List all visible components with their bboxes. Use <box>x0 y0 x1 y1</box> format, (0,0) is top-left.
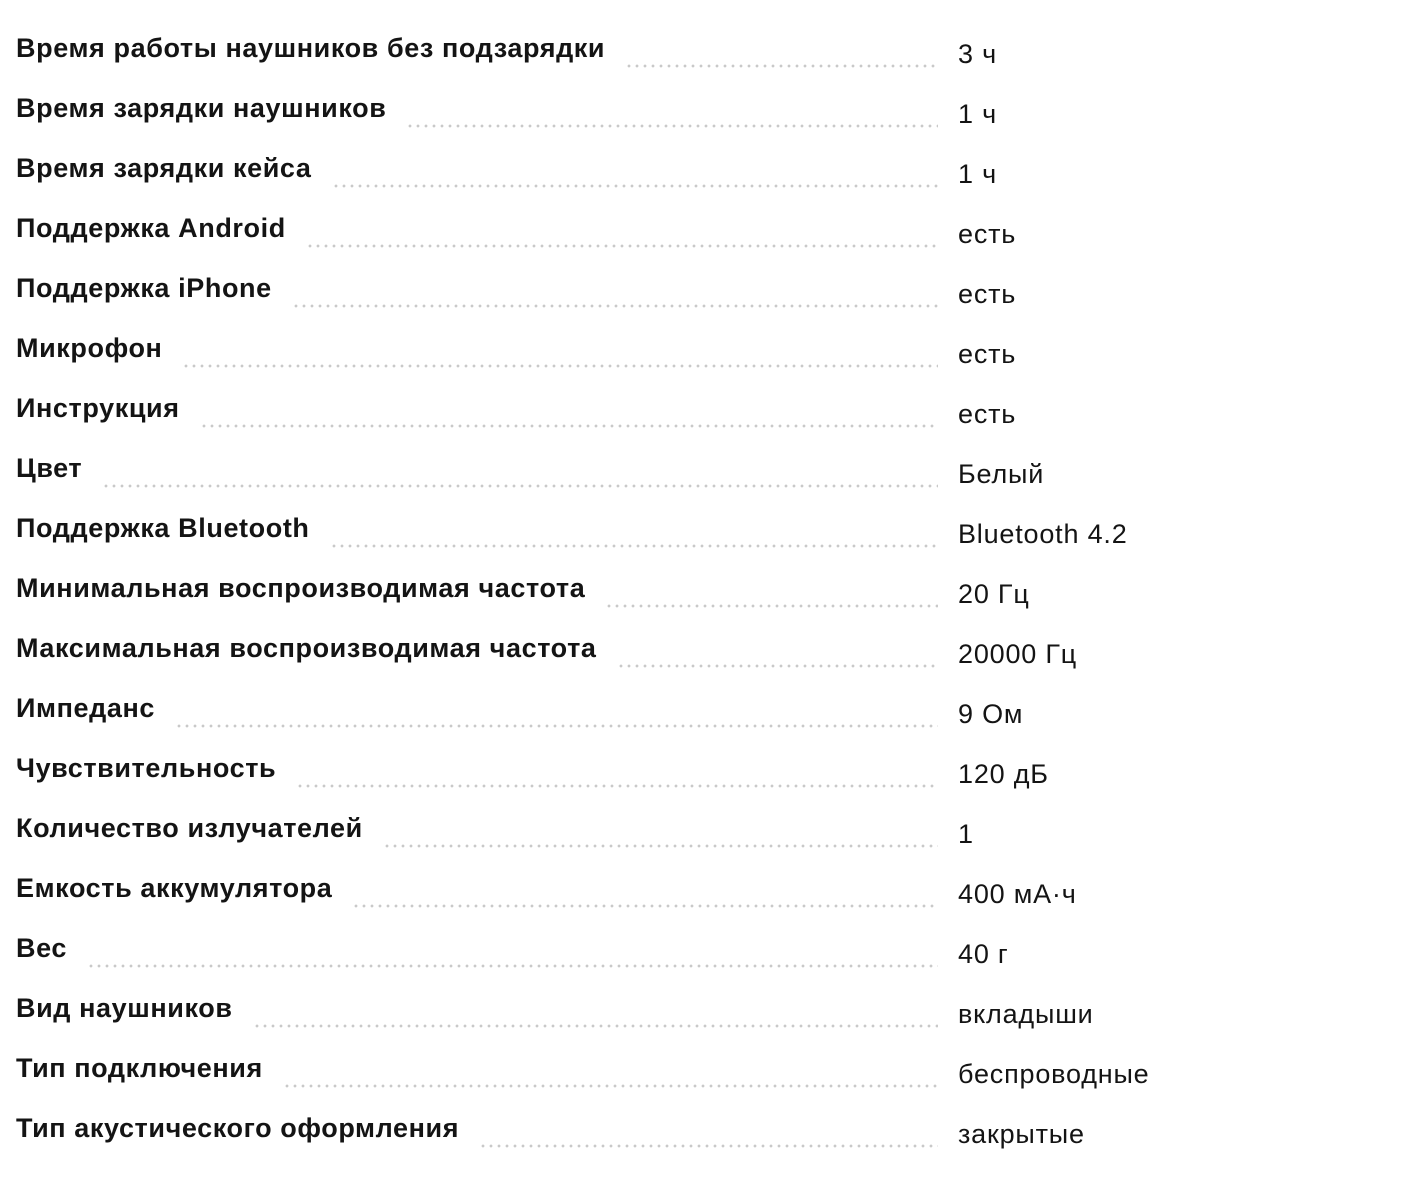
dotted-leader <box>330 506 938 550</box>
dotted-leader <box>253 986 938 1030</box>
spec-label: Время зарядки наушников <box>16 93 387 123</box>
spec-label: Импеданс <box>16 693 155 723</box>
spec-row <box>16 386 1396 446</box>
spec-value: 1 ч <box>958 99 997 129</box>
dotted-leader <box>479 1106 938 1150</box>
spec-label: Максимальная воспроизводимая частота <box>16 633 597 663</box>
dotted-leader <box>306 206 938 250</box>
dotted-leader <box>383 806 938 850</box>
spec-label: Инструкция <box>16 393 180 423</box>
spec-value: 20 Гц <box>958 579 1030 609</box>
spec-label: Чувствительность <box>16 753 277 783</box>
spec-row <box>16 566 1396 626</box>
spec-value: вкладыши <box>958 999 1094 1029</box>
spec-row <box>16 806 1396 866</box>
spec-label: Минимальная воспроизводимая частота <box>16 573 586 603</box>
dotted-leader <box>352 866 938 910</box>
spec-value: 1 ч <box>958 159 997 189</box>
spec-label: Цвет <box>16 453 83 483</box>
spec-row <box>16 266 1396 326</box>
spec-row <box>16 746 1396 806</box>
spec-label: Количество излучателей <box>16 813 363 843</box>
spec-row <box>16 326 1396 386</box>
dotted-leader <box>87 926 938 970</box>
spec-row <box>16 986 1396 1046</box>
spec-row <box>16 1106 1396 1166</box>
spec-label: Вид наушников <box>16 993 233 1023</box>
specifications-list <box>16 26 1396 1166</box>
spec-value: есть <box>958 279 1017 309</box>
spec-row <box>16 926 1396 986</box>
spec-value: 40 г <box>958 939 1009 969</box>
dotted-leader <box>102 446 938 490</box>
spec-value: беспроводные <box>958 1059 1150 1089</box>
spec-value: 9 Ом <box>958 699 1024 729</box>
spec-label: Поддержка Bluetooth <box>16 513 310 543</box>
dotted-leader <box>605 566 938 610</box>
spec-row <box>16 206 1396 266</box>
dotted-leader <box>332 146 939 190</box>
spec-label: Поддержка iPhone <box>16 273 272 303</box>
spec-row <box>16 506 1396 566</box>
spec-label: Емкость аккумулятора <box>16 873 333 903</box>
spec-value: 20000 Гц <box>958 639 1078 669</box>
spec-row <box>16 1046 1396 1106</box>
dotted-leader <box>296 746 938 790</box>
spec-row <box>16 626 1396 686</box>
spec-label: Тип подключения <box>16 1053 263 1083</box>
spec-value: Bluetooth 4.2 <box>958 519 1128 549</box>
spec-value: есть <box>958 219 1017 249</box>
dotted-leader <box>283 1046 938 1090</box>
spec-label: Микрофон <box>16 333 163 363</box>
spec-row <box>16 26 1396 86</box>
spec-row <box>16 686 1396 746</box>
spec-value: 3 ч <box>958 39 997 69</box>
spec-row <box>16 146 1396 206</box>
dotted-leader <box>617 626 938 670</box>
spec-label: Тип акустического оформления <box>16 1113 460 1143</box>
spec-label: Вес <box>16 933 67 963</box>
dotted-leader <box>625 26 938 70</box>
spec-value: 120 дБ <box>958 759 1049 789</box>
spec-value: есть <box>958 399 1017 429</box>
dotted-leader <box>175 686 938 730</box>
spec-row <box>16 866 1396 926</box>
spec-value: Белый <box>958 459 1045 489</box>
spec-label: Время зарядки кейса <box>16 153 312 183</box>
spec-row <box>16 86 1396 146</box>
dotted-leader <box>292 266 938 310</box>
spec-label: Поддержка Android <box>16 213 286 243</box>
spec-label: Время работы наушников без подзарядки <box>16 33 606 63</box>
spec-value: 1 <box>958 819 974 849</box>
spec-value: 400 мА·ч <box>958 879 1077 909</box>
spec-value: закрытые <box>958 1119 1085 1149</box>
dotted-leader <box>406 86 938 130</box>
dotted-leader <box>200 386 938 430</box>
spec-value: есть <box>958 339 1017 369</box>
dotted-leader <box>182 326 938 370</box>
spec-row <box>16 446 1396 506</box>
